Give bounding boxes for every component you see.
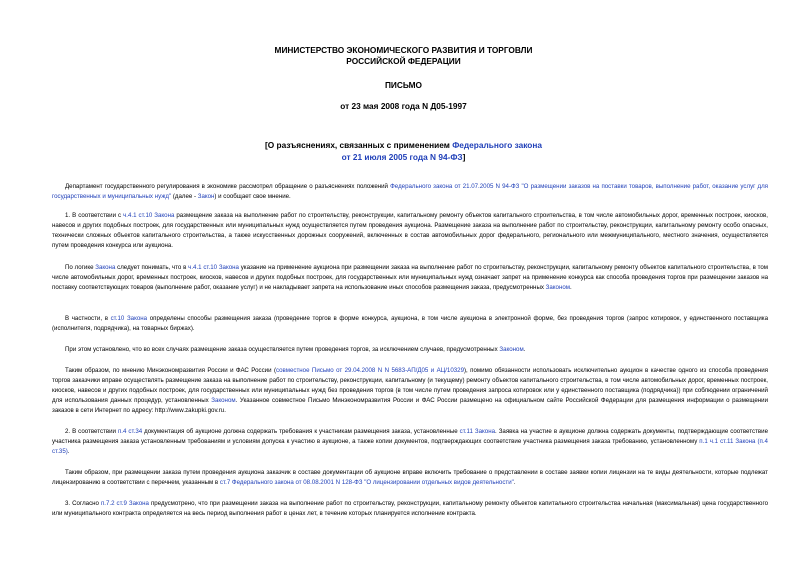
paragraph-text: Департамент государственного регулирования в экономике рассмотрел обращение о разъяснениях положений — [65, 183, 391, 190]
paragraph-text: . — [523, 346, 526, 353]
ministry-title — [0, 45, 807, 67]
law-link[interactable]: Законом — [499, 346, 524, 353]
subject-law-date-link[interactable]: от 21 июля 2005 года N 94-ФЗ — [341, 151, 463, 162]
paragraph-text: 1. В соответствии с — [65, 212, 124, 219]
paragraph-text: размещение заказа на выполнение работ по строительству, реконструкции, капитальному ремонту объектов капитального строительства, в том числе автомобильных дорог, временных построек, киосков, навесов и других подобных построек, для государственных или муниципальных нужд осуществляется путем проведения аукциона. Размещение заказа на выполнение работ по строительству, реконструкции, капитальному ремонту особо опасных, технически сложных объектов капитального строительства, а также искусственных дорожных сооружений, включенных в состав автомобильных дорог федерального, регионального или межмуниципального, местного значения, осуществляется путем проведения конкурса или аукциона. — [52, 212, 768, 250]
subject-line1 — [0, 140, 807, 152]
paragraph-text: . — [569, 284, 572, 292]
paragraph-text: При этом установлено, что во всех случаях размещение заказа осуществляется путем проведения торгов, за исключением случаев, предусмотренных — [65, 346, 500, 353]
law-link[interactable]: ст.7 Федерального закона от 08.08.2001 N 128-ФЗ "О лицензировании отдельных видов деятельности" — [219, 479, 514, 487]
paragraph-text: . Указанное совместное Письмо Минэкономразвития России и ФАС России размещено на официальном сайте Российской Федерации для размещения информации о размещении заказов в сети Интернет по адресу: http://www.zakupki.gov.ru. — [52, 397, 769, 415]
paragraph-6 — [52, 427, 768, 457]
paragraph-text: документация об аукционе должна содержать требования к участникам размещения заказа, установленные — [142, 428, 460, 435]
law-link[interactable]: совместное Письмо от 29.04.2008 N N 5683-АП/Д05 и АЦ/10329 — [276, 367, 464, 374]
paragraph-text: 2. В соответствии — [65, 428, 118, 435]
law-link[interactable]: (п.4 ст.35) — [52, 438, 768, 456]
law-link[interactable]: п.4 ст.34 — [117, 428, 143, 435]
paragraph-text: . — [67, 448, 70, 456]
paragraph-1 — [52, 211, 768, 251]
paragraph-text: . — [513, 479, 516, 487]
paragraph-intro — [52, 182, 768, 202]
subject-text: [О разъяснениях, связанных с применением — [265, 140, 453, 150]
paragraph-text: ) и сообщает свое мнение. — [214, 193, 291, 201]
paragraph-text: следует понимать, что в — [115, 264, 189, 271]
law-link[interactable]: п.1 ч.1 ст.11 Закона — [699, 438, 756, 446]
law-link[interactable]: Федерального закона от 21.07.2005 N 94-ФЗ "О размещении заказов на поставки товаров, выполнение работ, оказание услуг для государственных и муниципальных нужд" — [52, 183, 768, 201]
law-link[interactable]: Закон — [197, 193, 215, 201]
paragraph-7 — [52, 468, 768, 488]
document-type: ПИСЬМО — [384, 80, 423, 90]
document-subject — [0, 140, 807, 163]
subject-close-bracket: ] — [462, 151, 466, 162]
paragraph-text: (далее - — [171, 193, 198, 201]
document-date-number: от 23 мая 2008 года N Д05-1997 — [340, 101, 467, 111]
law-link[interactable]: п.7.2 ст.9 Закона — [100, 500, 149, 507]
paragraph-text: Таким образом, при размещении заказа путем проведения аукциона заказчик в составе документации об аукционе вправе включить требование о представлении в составе заявки копии лицензии на те виды деятельности, которые подлежат лицензированию в соответствии с перечнем, указанным в — [52, 469, 768, 487]
paragraph-text: определены способы размещения заказа (проведение торгов в форме конкурса, аукциона, в том числе аукциона в электронной форме, без проведения торгов (запрос котировок, у единственного поставщика (исполнителя, подрядчика), на товарных биржах). — [52, 315, 768, 333]
law-link[interactable]: ч.4.1 ст.10 Закона — [123, 212, 175, 219]
paragraph-2 — [52, 263, 768, 293]
paragraph-text: предусмотрено, что при размещении заказа на выполнение работ по строительству, реконструкции, капитальному ремонту объектов капитального строительства начальная (максимальная) цена государственного или муниципального контракта определяется на весь период выполнения работ в ценах лет, в течение которых планируется исполнение контракта. — [52, 500, 768, 518]
subject-law-link[interactable]: Федерального закона — [452, 140, 542, 150]
paragraph-text: Таким образом, по мнению Минэкономразвития России и ФАС России ( — [65, 367, 276, 374]
ministry-title-line2: РОССИЙСКОЙ ФЕДЕРАЦИИ — [346, 56, 461, 66]
paragraph-4 — [52, 345, 768, 355]
paragraph-8 — [52, 499, 768, 519]
law-link[interactable]: ч.4.1 ст.10 Закона — [188, 264, 239, 271]
paragraph-text: По логике — [65, 264, 96, 271]
subject-line2 — [0, 152, 807, 164]
law-link[interactable]: Законом — [545, 284, 570, 292]
ministry-title-line1: МИНИСТЕРСТВО ЭКОНОМИЧЕСКОГО РАЗВИТИЯ И ТОРГОВЛИ — [274, 45, 533, 55]
paragraph-text: 3. Согласно — [65, 500, 101, 507]
paragraph-text: . Заявка на участие в аукционе должна содержать документы, подтверждающие соответствие участника размещения заказа установленным требованиям и условиям допуска к участию в аукционе, а также копии документов, подтверждающих соответствие участника размещения заказа требованию, установленному — [52, 428, 768, 446]
paragraph-3 — [52, 314, 768, 334]
law-link[interactable]: ст.11 Закона — [459, 428, 496, 435]
law-link[interactable]: ст.10 Закона — [110, 315, 148, 322]
paragraph-5 — [52, 366, 768, 416]
law-link[interactable]: Законом — [211, 397, 236, 405]
law-link[interactable]: Закона — [95, 264, 116, 271]
paragraph-text: указание на применение аукциона при размещении заказа на выполнение работ по строительству, реконструкции, капитальному ремонту объектов капитального строительства, в том числе автомобильных дорог, временных построек, киосков, навесов и других подобных построек, для государственных или муниципальных нужд означает запрет на применение конкурса как способа проведения торгов при размещении заказов на поставку соответствующих товаров (выполнение работ, оказание услуг) и не накладывает запрета на использование иных способов размещения заказа, предусмотренных — [52, 264, 768, 292]
paragraph-text: ), помимо обязанности использовать исключительно аукцион в качестве одного из способа проведения торгов заказчики вправе осуществлять размещение заказа на выполнение работ по строительству, реконструкции, капитальному (и текущему) ремонту объектов капитального строительства, в том числе автомобильных дорог, временных построек, киосков, навесов и других подобных построек, для государственных или муниципальных нужд без проведения торгов (в том числе путем проведения запроса котировок или у единственного поставщика (подрядчика)) при соблюдении ограничений для использования данных процедур, установленных — [52, 367, 768, 405]
paragraph-text: В частности, в — [65, 315, 111, 322]
